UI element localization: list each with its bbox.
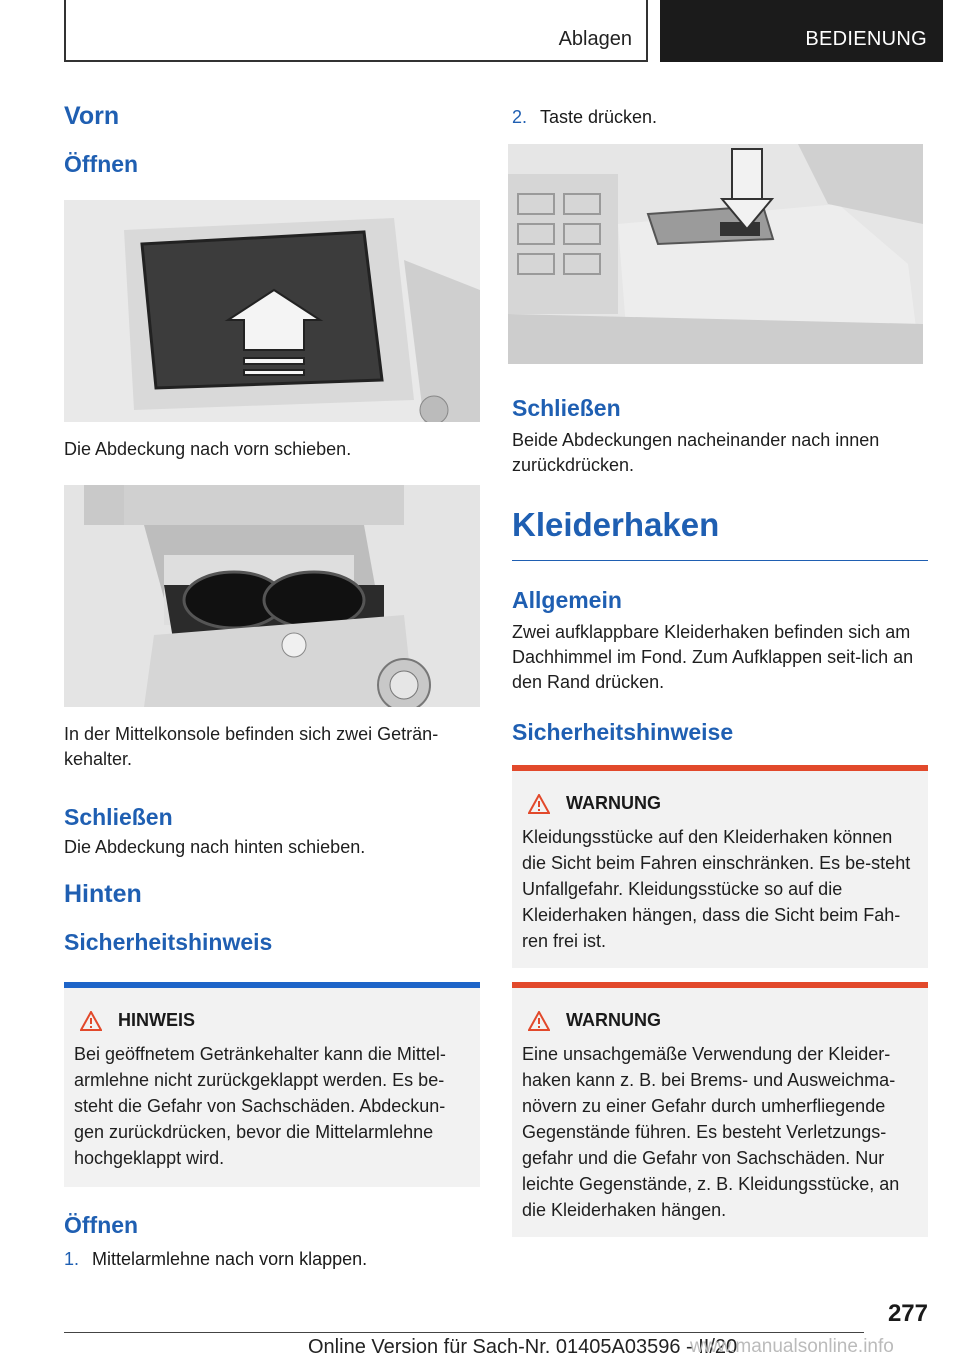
- section-tab-ablagen: [64, 0, 648, 62]
- warning-label: WARNUNG: [566, 1010, 661, 1030]
- section-tab-label: Ablagen: [558, 28, 632, 50]
- text-push-covers-back: Beide Abdeckungen nacheinander nach innen zurückdrücken.: [512, 430, 880, 475]
- warning-triangle-icon: [528, 794, 550, 814]
- right-section-allgemein: [512, 587, 928, 746]
- step-text: Mittelarmlehne nach vorn klappen.: [92, 1249, 368, 1269]
- heading-schliessen: Schließen: [64, 804, 173, 830]
- text-push-cover-back: Die Abdeckung nach hinten schieben.: [64, 837, 366, 857]
- warning-text: Kleidungsstücke auf den Kleiderhaken können die Sicht beim Fahren einschränken. Es be-steht Unfallgefahr. Kleidungsstücke so auf die Kleiderhaken hängen, dass die Sicht beim Fah-ren frei ist.: [522, 827, 911, 951]
- warning-triangle-icon: [528, 1011, 550, 1031]
- notice-box-hinweis: [64, 982, 480, 1187]
- warning-triangle-icon: [80, 1011, 102, 1031]
- left-column: [64, 102, 480, 178]
- warning-box-2: [512, 982, 928, 1237]
- left-section-schliessen: [64, 804, 480, 956]
- text-allgemein: Zwei aufklappbare Kleiderhaken befinden sich am Dachhimmel im Fond. Zum Aufklappen seit-lich an den Rand drücken.: [512, 622, 914, 692]
- warning-text: Eine unsachgemäße Verwendung der Kleider-haken kann z. B. bei Brems- und Ausweichma-növern zu einer Gefahr durch umherfliegende Gegenstände führen. Es besteht Verletzungs-gefahr und die Gefahr von Sachschäden. Nur leichte Gegenstände, z. B. Kleidungsstücke, an die Kleiderhaken hängen.: [522, 1044, 900, 1220]
- heading-oeffnen: Öffnen: [64, 151, 139, 177]
- text-push-cover-forward: Die Abdeckung nach vorn schieben.: [64, 439, 352, 459]
- heading-schliessen-rear: Schließen: [512, 395, 621, 421]
- text-cupholders: In der Mittelkonsole befinden sich zwei Geträn-kehalter.: [64, 724, 439, 769]
- heading-allgemein: Allgemein: [512, 587, 622, 613]
- notice-label: HINWEIS: [118, 1010, 196, 1030]
- heading-oeffnen-2: Öffnen: [64, 1212, 139, 1238]
- step-number: 2.: [512, 107, 528, 127]
- step-1: [64, 1249, 480, 1270]
- chapter-tab-bedienung: [660, 0, 943, 62]
- step-number: 1.: [64, 1249, 80, 1269]
- chapter-tab-label: BEDIENUNG: [805, 28, 927, 50]
- photo-cupholders: [64, 485, 480, 707]
- heading-kleiderhaken: Kleiderhaken: [512, 506, 720, 543]
- notice-text: Bei geöffnetem Getränkehalter kann die Mittel-armlehne nicht zurückgeklappt werden. Es be-steht die Gefahr von Sachschäden. Abdeckun-gen zurückdrücken, bevor die Mittelarmlehne hochgeklappt wird.: [74, 1044, 446, 1168]
- page-number: 277: [887, 1300, 928, 1327]
- watermark: www.manualsonline.info: [690, 1336, 894, 1357]
- step-2: [512, 107, 928, 128]
- right-section-schliessen: [512, 395, 928, 544]
- step-text: Taste drücken.: [540, 107, 658, 127]
- photo-rear-armrest-button: [508, 144, 923, 364]
- heading-hinten: Hinten: [64, 880, 142, 908]
- warning-label: WARNUNG: [566, 793, 661, 813]
- heading-sicherheitshinweis: Sicherheitshinweis: [64, 929, 273, 955]
- left-section-oeffnen-2: [64, 1212, 480, 1270]
- warning-box-1: [512, 765, 928, 968]
- heading-vorn: Vorn: [64, 102, 120, 130]
- section-divider: [512, 560, 928, 561]
- photo-front-cover-open: [64, 200, 480, 422]
- footer-divider: [64, 1332, 864, 1333]
- heading-sicherheitshinweise: Sicherheitshinweise: [512, 719, 734, 745]
- footer-online-version: Online Version für Sach-Nr. 01405A03596 - II/20: [308, 1336, 738, 1358]
